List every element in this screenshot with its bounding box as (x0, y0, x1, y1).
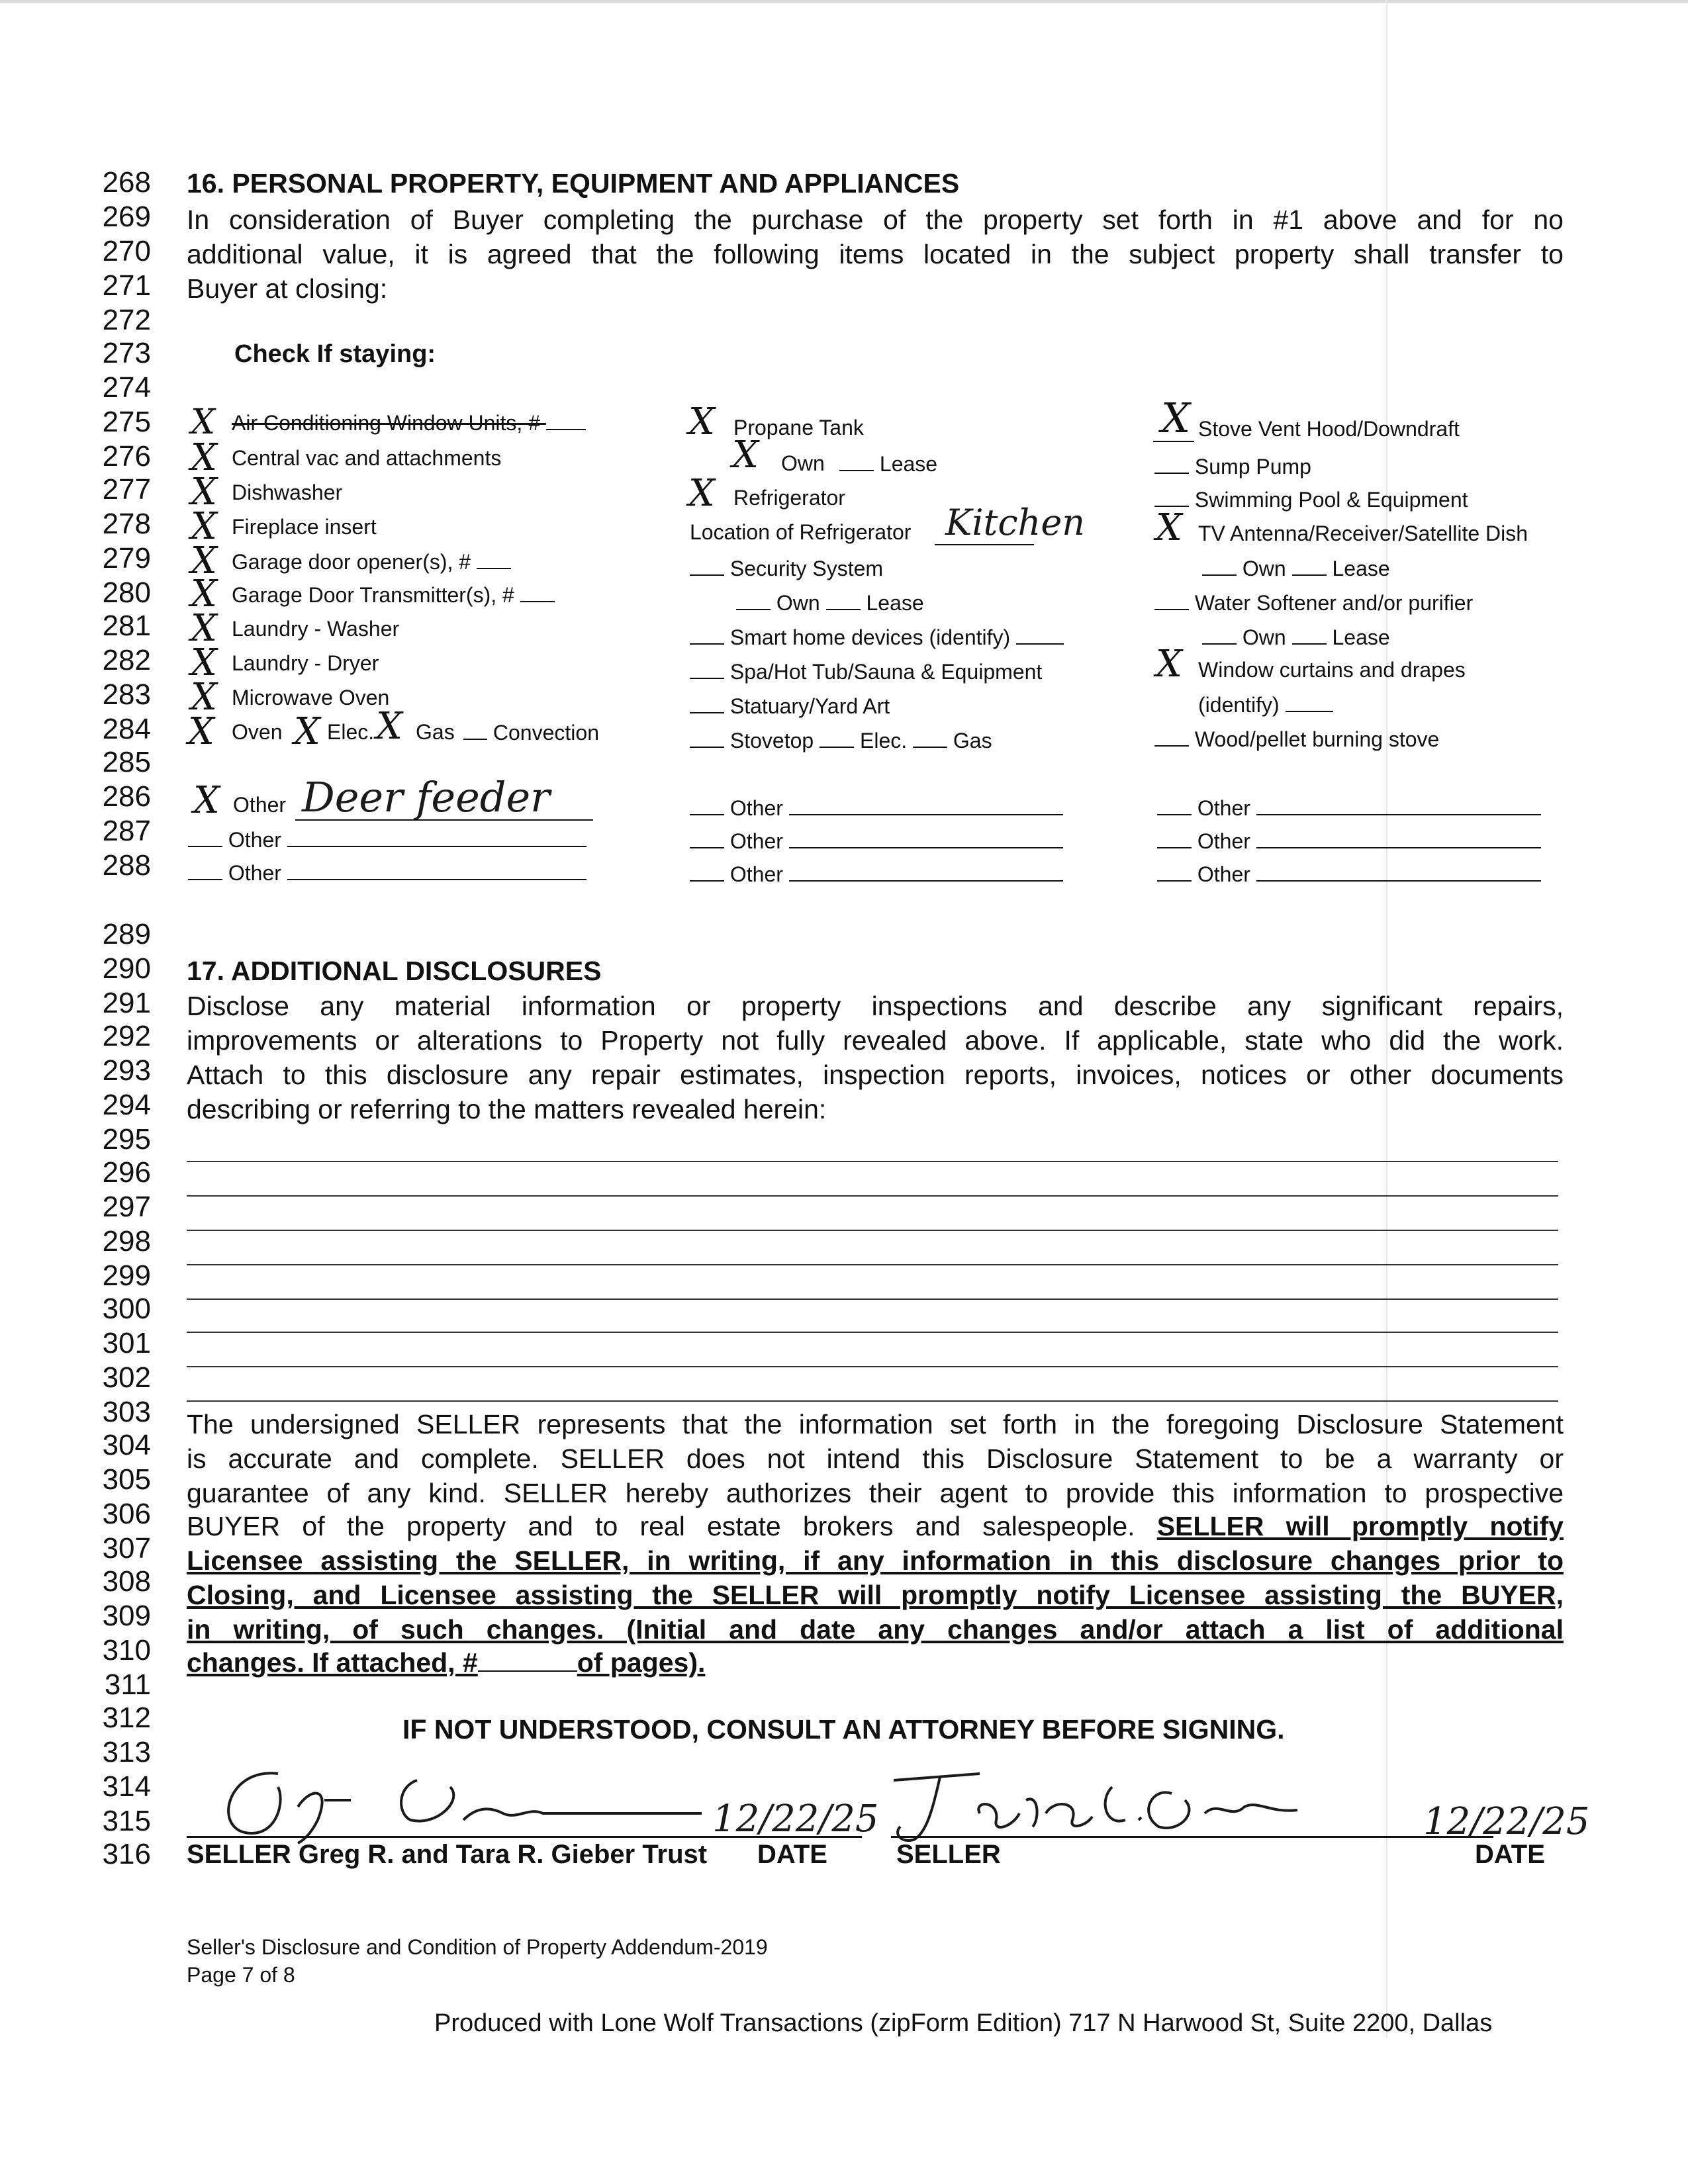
handwritten-other-value: Deer feeder (302, 773, 550, 821)
line-number: 282 (102, 644, 151, 676)
item-statuary[interactable]: Statuary/Yard Art (690, 692, 890, 719)
check-mark: X (191, 676, 217, 719)
section-17-line: describing or referring to the matters revealed herein: (187, 1094, 827, 1124)
attestation-bold-line: in writing, of such changes. (Initial and date any changes and/or attach a list of additional (187, 1614, 1564, 1645)
item-other-2[interactable]: Other (1157, 827, 1541, 854)
writing-line[interactable] (187, 1264, 1558, 1265)
check-mark: X (193, 779, 220, 822)
writing-line[interactable] (187, 1195, 1558, 1197)
line-number: 300 (102, 1293, 151, 1325)
check-mark: X (1156, 643, 1182, 686)
line-number: 294 (102, 1089, 151, 1121)
check-mark: X (191, 471, 217, 514)
item-oven-convection[interactable]: Convection (463, 719, 599, 746)
line-number: 301 (102, 1327, 151, 1359)
section-16-intro-line: additional value, it is agreed that the following items located in the subject property shall transfer to (187, 239, 1564, 269)
check-mark: X (688, 400, 715, 443)
line-number: 286 (102, 780, 151, 813)
line-number: 293 (102, 1054, 151, 1087)
line-number: 296 (102, 1156, 151, 1189)
item-garage-door-opener[interactable]: Garage door opener(s), # (232, 548, 511, 575)
line-number: 284 (102, 713, 151, 745)
item-propane-lease[interactable]: Lease (839, 450, 937, 477)
line-number: 312 (102, 1702, 151, 1734)
item-other-1[interactable]: Other (233, 793, 287, 817)
line-number: 292 (102, 1020, 151, 1052)
item-tv-antenna[interactable]: TV Antenna/Receiver/Satellite Dish (1198, 522, 1528, 545)
footer-form-name: Seller's Disclosure and Condition of Property Addendum-2019 (187, 1935, 768, 1959)
line-number: 313 (102, 1736, 151, 1768)
writing-line[interactable] (187, 1400, 1558, 1402)
item-water-own-lease[interactable]: Own Lease (1202, 623, 1390, 651)
date-2-label: DATE (1475, 1840, 1545, 1869)
item-other-2[interactable]: Other (188, 826, 586, 853)
seller-2-signature (887, 1760, 1350, 1846)
item-window-curtains[interactable]: Window curtains and drapes (1198, 658, 1466, 682)
item-laundry-dryer[interactable]: Laundry - Dryer (232, 651, 379, 675)
line-number: 272 (102, 304, 151, 336)
item-wood-stove[interactable]: Wood/pellet burning stove (1154, 725, 1439, 752)
line-number: 298 (102, 1225, 151, 1257)
line-number: 309 (102, 1600, 151, 1632)
item-sump-pump[interactable]: Sump Pump (1154, 453, 1311, 480)
line-number: 285 (102, 746, 151, 778)
item-spa-hot-tub[interactable]: Spa/Hot Tub/Sauna & Equipment (690, 658, 1042, 685)
attestation-line-306: BUYER of the property and to real estate brokers and salespeople. SELLER will promptly notify (187, 1511, 1564, 1541)
item-swimming-pool[interactable]: Swimming Pool & Equipment (1154, 486, 1468, 513)
line-number: 276 (102, 440, 151, 473)
line-number: 279 (102, 542, 151, 574)
strike-mark: X (191, 402, 216, 442)
seller-2-date-handwritten: 12/22/25 (1423, 1800, 1590, 1843)
item-other-2[interactable]: Other (690, 827, 1063, 854)
line-number: 268 (102, 166, 151, 199)
seller-1-label: SELLER Greg R. and Tara R. Gieber Trust (187, 1840, 708, 1869)
item-central-vac[interactable]: Central vac and attachments (232, 446, 502, 470)
attestation-last-line: changes. If attached, # of pages). (187, 1647, 706, 1678)
section-16-title: 16. PERSONAL PROPERTY, EQUIPMENT AND APPLIANCES (187, 168, 960, 199)
check-mark: X (688, 472, 715, 515)
item-tv-own-lease[interactable]: Own Lease (1202, 555, 1390, 582)
line-number: 270 (102, 235, 151, 267)
item-refrigerator[interactable]: Refrigerator (733, 486, 845, 510)
other-1-underline (295, 819, 593, 821)
item-other-1[interactable]: Other (1157, 794, 1541, 821)
line-number: 271 (102, 269, 151, 302)
seller-1-date-handwritten: 12/22/25 (712, 1797, 879, 1841)
item-garage-door-transmitter[interactable]: Garage Door Transmitter(s), # (232, 581, 555, 608)
section-17-line: improvements or alterations to Property not fully revealed above. If applicable, state who did the work. (187, 1025, 1564, 1056)
line-number: 303 (102, 1396, 151, 1428)
footer-page-number: Page 7 of 8 (187, 1963, 295, 1987)
seller-2-label: SELLER (896, 1840, 1001, 1869)
line-number: 274 (102, 371, 151, 404)
line-number: 269 (102, 201, 151, 233)
item-refrigerator-location[interactable]: Location of Refrigerator (690, 520, 912, 544)
line-number: 291 (102, 987, 151, 1019)
section-17-title: 17. ADDITIONAL DISCLOSURES (187, 956, 602, 986)
item-dishwasher[interactable]: Dishwasher (232, 480, 343, 504)
item-propane-own[interactable]: Own (781, 451, 825, 475)
item-propane-tank[interactable]: Propane Tank (733, 416, 864, 439)
consult-attorney-warning: IF NOT UNDERSTOOD, CONSULT AN ATTORNEY BEFORE SIGNING. (402, 1714, 1285, 1745)
check-mark: X (191, 436, 217, 479)
item-other-3[interactable]: Other (1157, 860, 1541, 887)
attestation-bold-line: Licensee assisting the SELLER, in writing, if any information in this disclosure changes prior to (187, 1545, 1564, 1576)
check-mark: X (376, 705, 402, 748)
item-fireplace-insert[interactable]: Fireplace insert (232, 515, 377, 539)
item-other-3[interactable]: Other (690, 860, 1063, 887)
line-number: 310 (102, 1634, 151, 1666)
line-number: 287 (102, 815, 151, 847)
line-number: 315 (102, 1805, 151, 1837)
line-number: 281 (102, 610, 151, 642)
line-number: 304 (102, 1429, 151, 1461)
date-1-label: DATE (757, 1840, 827, 1869)
line-number: 278 (102, 508, 151, 540)
check-mark: X (191, 641, 217, 684)
line-number: 273 (102, 337, 151, 369)
item-oven[interactable]: Oven (232, 720, 283, 744)
line-number: 302 (102, 1361, 151, 1394)
line-number: 314 (102, 1770, 151, 1803)
section-17-line: Disclose any material information or property inspections and describe any significant repairs, (187, 991, 1564, 1021)
item-stove-vent-hood[interactable]: Stove Vent Hood/Downdraft (1198, 417, 1460, 441)
writing-line[interactable] (187, 1230, 1558, 1231)
item-security-system[interactable]: Security System (690, 555, 883, 582)
attestation-bold-line: Closing, and Licensee assisting the SELLER will promptly notify Licensee assisting the BUYER, (187, 1580, 1564, 1610)
section-16-intro-line: Buyer at closing: (187, 273, 388, 304)
item-window-identify[interactable]: (identify) (1198, 691, 1333, 718)
item-other-1[interactable]: Other (690, 794, 1063, 821)
line-number: 297 (102, 1191, 151, 1223)
check-mark: X (191, 607, 217, 650)
line-number: 316 (102, 1838, 151, 1870)
refrigerator-location-underline (935, 544, 1034, 545)
check-mark: X (191, 539, 217, 582)
line-number: 290 (102, 952, 151, 985)
check-mark: X (732, 433, 759, 477)
line-number: 289 (102, 918, 151, 950)
attestation-line: is accurate and complete. SELLER does not intend this Disclosure Statement to be a warranty or (187, 1443, 1564, 1474)
check-mark: X (191, 505, 217, 548)
check-mark: X (191, 572, 217, 615)
line-number: 280 (102, 576, 151, 609)
line-number: 305 (102, 1463, 151, 1496)
line-number: 306 (102, 1498, 151, 1530)
attestation-line: guarantee of any kind. SELLER hereby authorizes their agent to provide this information to prospective (187, 1478, 1564, 1508)
attestation-line: The undersigned SELLER represents that the information set forth in the foregoing Disclosure Statement (187, 1409, 1564, 1439)
check-mark: X (1161, 394, 1191, 442)
check-if-staying-heading: Check If staying: (234, 340, 436, 368)
item-oven-gas[interactable]: Gas (416, 720, 455, 744)
check-mark: X (1156, 506, 1182, 549)
handwritten-refrigerator-location: Kitchen (945, 502, 1086, 543)
item-other-3[interactable]: Other (188, 859, 586, 886)
check-line (1153, 441, 1194, 442)
item-smart-home[interactable]: Smart home devices (identify) (690, 623, 1064, 651)
line-number: 308 (102, 1565, 151, 1598)
line-number: 288 (102, 849, 151, 882)
item-stovetop[interactable]: Stovetop Elec. Gas (690, 727, 992, 754)
item-laundry-washer[interactable]: Laundry - Washer (232, 617, 400, 641)
seller-1-signature-line[interactable] (187, 1836, 862, 1838)
check-mark: X (294, 710, 320, 753)
line-number: 277 (102, 473, 151, 506)
writing-line[interactable] (187, 1332, 1558, 1333)
section-16-intro-line: In consideration of Buyer completing the purchase of the property set forth in #1 above and for no (187, 205, 1564, 235)
line-number: 299 (102, 1259, 151, 1292)
seller-2-signature-line[interactable] (891, 1836, 1493, 1838)
writing-line[interactable] (187, 1366, 1558, 1367)
writing-line[interactable] (187, 1298, 1558, 1300)
scan-top-edge (0, 0, 1688, 3)
writing-line[interactable] (187, 1161, 1558, 1162)
item-security-own-lease[interactable]: Own Lease (736, 589, 924, 616)
line-number: 295 (102, 1123, 151, 1156)
footer-produced-with: Produced with Lone Wolf Transactions (zipForm Edition) 717 N Harwood St, Suite 2200, Dallas (434, 2009, 1493, 2037)
item-water-softener[interactable]: Water Softener and/or purifier (1154, 589, 1473, 616)
item-oven-elec[interactable]: Elec. (327, 720, 375, 744)
line-number: 283 (102, 678, 151, 711)
line-number: 311 (104, 1668, 151, 1701)
item-microwave-oven[interactable]: Microwave Oven (232, 686, 390, 709)
line-number: 307 (102, 1532, 151, 1565)
item-air-conditioning[interactable]: Air Conditioning Window Units, # (232, 409, 586, 436)
section-17-line: Attach to this disclosure any repair estimates, inspection reports, invoices, notices or other documents (187, 1060, 1564, 1090)
check-mark: X (188, 710, 214, 753)
line-number: 275 (102, 406, 151, 438)
